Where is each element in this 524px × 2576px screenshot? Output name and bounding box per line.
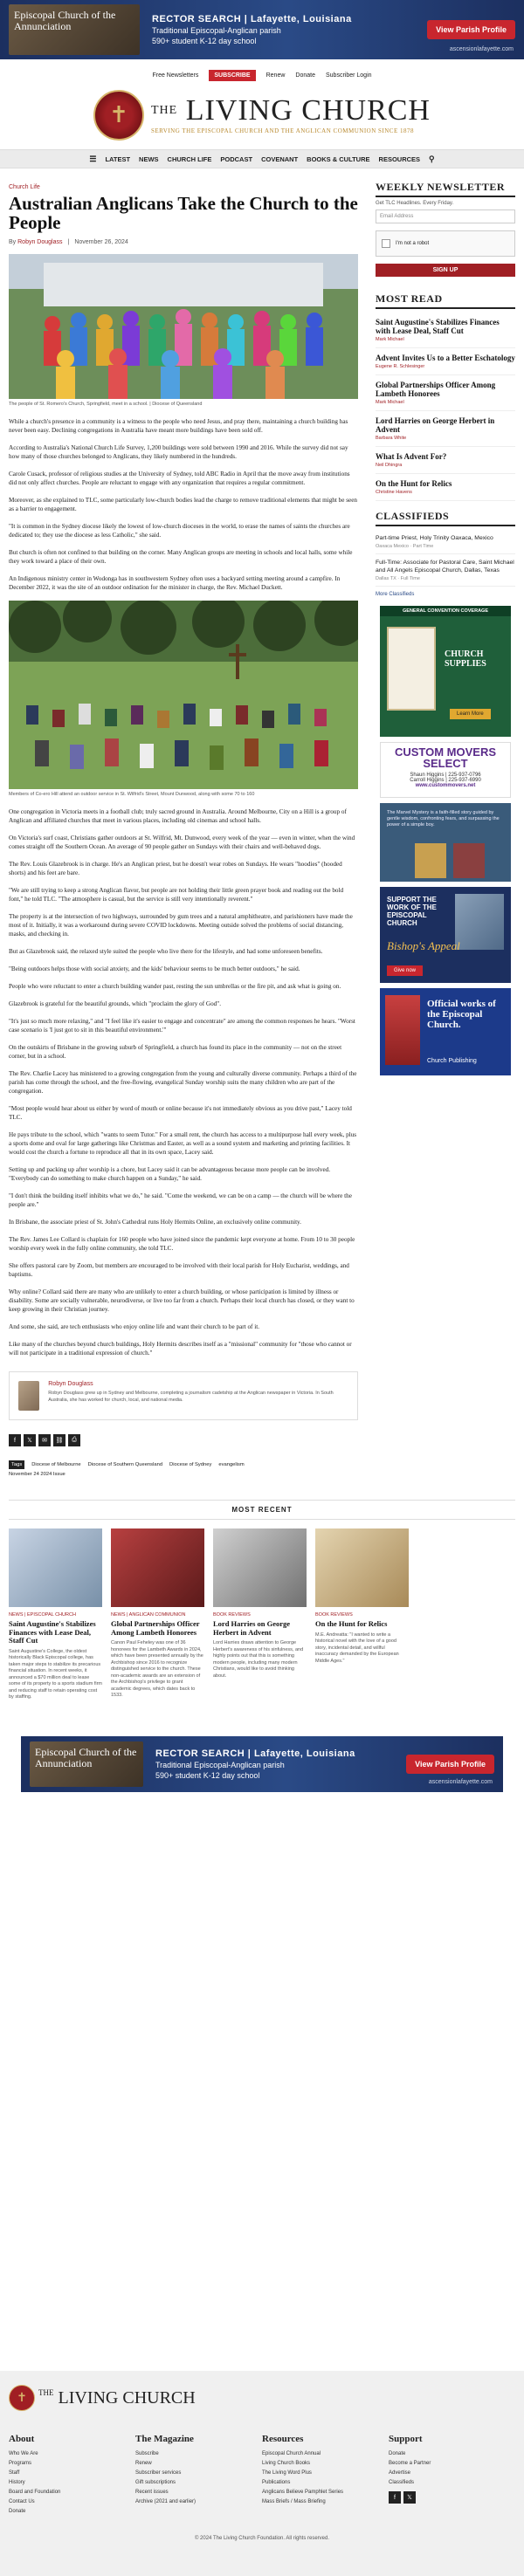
- recent-card[interactable]: [213, 1528, 307, 1701]
- footer-link[interactable]: Programs: [9, 2461, 32, 2466]
- most-read-author[interactable]: Christine Havens: [376, 490, 412, 495]
- tag-link[interactable]: evangelism: [218, 1462, 245, 1467]
- tags-label: Tags: [9, 1460, 24, 1469]
- paragraph: The property is at the intersection of two highways, surrounded by gum trees and a natural amphitheatre, and parishioners have made the most of it. Initially, it was a workaround during severe COVID lockdowns. Meeting outside solved the problems of social distancing, masks, and checking in.: [9, 913, 353, 938]
- recent-card-desc: M.E. Andreatta: "I wanted to write a historical novel with the love of a good story, incidental detail, and willful inaccuracy demanded by the European Middle Ages.": [315, 1631, 399, 1664]
- twitter-icon[interactable]: 𝕏: [403, 2491, 416, 2504]
- ad-line3: 590+ student K-12 day school: [155, 1770, 260, 1780]
- copyright: © 2024 The Living Church Foundation. All rights reserved.: [194, 2536, 330, 2541]
- recent-card-title[interactable]: Global Partnerships Officer Among Lambeth Honorees: [111, 1619, 200, 1637]
- recent-card-desc: Canon Paul Feheley was one of 36 honorees for the Lambeth Awards in 2024, which have been presented annually by the Archbishop since 2016 to recognize distinguished service to the church. These non-academic awards are an extension of the Archbishop's privilege to grant academic degrees, which dates back to 1533.: [111, 1640, 203, 1698]
- paragraph: But church is often not confined to that building on the corner. Many Anglican groups are meeting in schools and local halls, some while they work toward a place of their own.: [9, 549, 353, 565]
- most-read-item[interactable]: [376, 411, 515, 447]
- masthead[interactable]: [0, 86, 524, 149]
- donate-link[interactable]: Donate: [295, 72, 315, 79]
- footer-col-title: About: [9, 2434, 35, 2444]
- ad-church-name: Episcopal Church of the Annunciation: [35, 1745, 137, 1769]
- footer-col-title: Resources: [262, 2434, 304, 2444]
- recent-card-category[interactable]: BOOK REVIEWS: [213, 1612, 251, 1618]
- recent-card-image[interactable]: [9, 1528, 102, 1607]
- recent-card-image[interactable]: [111, 1528, 204, 1607]
- hero-photo: [9, 254, 358, 399]
- ad1-title: GENERAL CONVENTION COVERAGE: [380, 606, 511, 616]
- ad-text: [143, 1748, 406, 1780]
- hero-caption: The people of St. Romero's Church, Springfield, meet in a school. | Diocese of Queensland: [9, 402, 203, 407]
- most-read-title-link[interactable]: Advent Invites Us to a Better Eschatology: [376, 354, 515, 362]
- tag-link[interactable]: Diocese of Southern Queensland: [87, 1462, 163, 1467]
- signup-button[interactable]: SIGN UP: [376, 264, 515, 277]
- ad-line3: 590+ student K-12 day school: [152, 37, 257, 45]
- paragraph: She offers pastoral care by Zoom, but members are encouraged to be involved with their local parish for Holy Eucharist, weddings, and baptisms.: [9, 1262, 349, 1278]
- ad5-title: Official works of the Episcopal Church.: [427, 999, 496, 1030]
- classified-item[interactable]: [376, 530, 515, 554]
- share-bar: [9, 1434, 358, 1446]
- footer-link[interactable]: Subscribe: [135, 2451, 159, 2456]
- footer-link[interactable]: Donate: [389, 2451, 406, 2456]
- tag-list: [9, 1460, 358, 1469]
- author-box-bio: Robyn Douglass grew up in Sydney and Melbourne, completing a journalism cadetship at the Anglican newspaper in Victoria. In South Australia, she has worked for church, local, and national media.: [48, 1391, 334, 1403]
- nav-podcast[interactable]: PODCAST: [220, 155, 253, 163]
- ad4-give-button[interactable]: Give now: [387, 965, 423, 976]
- paragraph: An Indigenous ministry center in Wodonga has in southwestern Sydney often uses a backyard setting meeting around a campfire. In December 2022, it was the site of an outdoor ordination for the minister in charge, the Rev. Michael Duckett.: [9, 575, 341, 591]
- paragraph: One congregation in Victoria meets in a football club; truly sacred ground in Australia. Around Melbourne, City on a Hill is a group of Anglican and affiliated churches that meet in various places, including old cinemas and school halls.: [9, 808, 347, 824]
- newsletter-title: WEEKLY NEWSLETTER: [376, 181, 515, 197]
- recent-card-desc: Lord Harries draws attention to George Herbert's awareness of his sinfulness, and highly points out that this is something modern people, including many modern Christians, would like to avoid thinking about.: [213, 1640, 304, 1679]
- footer-link[interactable]: The Living Word Plus: [262, 2470, 312, 2476]
- most-recent-section: [9, 1500, 515, 1701]
- footer-link[interactable]: Archive (2021 and earlier): [135, 2499, 196, 2504]
- twitter-icon[interactable]: 𝕏: [24, 1434, 36, 1446]
- ad2-contact2: Carroll Higgins | 225-937-6990: [410, 778, 481, 783]
- ad2-title: CUSTOM MOVERS SELECT: [394, 745, 497, 770]
- tag-link[interactable]: Diocese of Melbourne: [31, 1462, 81, 1467]
- paragraph: Why online? Collard said there are many who are unlikely to enter a church building, or whose participation is limited by illness or disability. Some are socially vulnerable, neurodiverse, or live too far from a church. Perhaps their local church has closed, or they want to keep growing in their Christian journey.: [9, 1288, 355, 1313]
- ad1-subtitle: CHURCH SUPPLIES: [445, 649, 486, 669]
- view-parish-profile-button[interactable]: View Parish Profile: [406, 1755, 494, 1774]
- recent-card-category[interactable]: NEWS | ANGLICAN COMMUNION: [111, 1612, 186, 1618]
- captcha-label: I'm not a robot: [396, 241, 430, 246]
- ad1-learn-more-button[interactable]: Learn More: [450, 709, 491, 719]
- byline: [9, 239, 358, 245]
- captcha-checkbox[interactable]: [382, 239, 390, 248]
- article-body: [9, 417, 358, 1357]
- footer-seal-icon: ✝: [9, 2385, 35, 2411]
- classifieds-title: CLASSIFIEDS: [376, 510, 515, 526]
- most-read-title-link[interactable]: What Is Advent For?: [376, 452, 447, 461]
- footer-link[interactable]: Subscriber services: [135, 2470, 182, 2476]
- ad4-title: SUPPORT THE WORK OF THE EPISCOPAL CHURCH: [387, 896, 437, 927]
- paragraph: Moreover, as she explained to TLC, some particularly low-church bodies lead the charge to remove traditional elements that might be seen as a barrier to engagement.: [9, 497, 358, 512]
- footer-col-title: Support: [389, 2434, 423, 2444]
- menu-icon[interactable]: ☰: [89, 154, 97, 163]
- paragraph: On the outskirts of Brisbane in the growing suburb of Springfield, a church has found its place in the community — not on the street corner, but in a school.: [9, 1044, 342, 1060]
- nav-church-life[interactable]: CHURCH LIFE: [167, 155, 212, 163]
- paragraph: "It is common in the Sydney diocese likely the lowest of low-church dioceses in the world, to erase the names of saints the churches are dedicated to; they use the diocese as less Catholic," she said.: [9, 523, 350, 539]
- footer-link[interactable]: Renew: [135, 2461, 152, 2466]
- article-headline: Australian Anglicans Take the Church to the People: [9, 193, 358, 233]
- footer-link[interactable]: Recent issues: [135, 2490, 169, 2495]
- footer-link[interactable]: Become a Partner: [389, 2461, 431, 2466]
- paragraph: According to Australia's National Church Life Survey, 1,200 buildings were sold between 1990 and 2016. While the survey did not say how many of those churches belonged to Anglicans, they likely numbered in the hundreds.: [9, 444, 348, 460]
- footer-link[interactable]: Publications: [262, 2480, 291, 2485]
- paragraph: In Brisbane, the associate priest of St. John's Cathedral runs Holy Hermits Online, an exclusively online community.: [9, 1219, 301, 1226]
- sidebar-ad-bishops-appeal[interactable]: [380, 887, 511, 983]
- most-read-title-link[interactable]: On the Hunt for Relics: [376, 479, 452, 488]
- most-read-title-link[interactable]: Lord Harries on George Herbert in Advent: [376, 416, 495, 434]
- ad3-book-cover: [453, 843, 485, 878]
- most-read-item[interactable]: [376, 474, 515, 501]
- paragraph: He pays tribute to the school, which "wants to seem Tutor." For a small rent, the church has access to a multipurpose hall every week, plus a sports dome and oval for large gatherings like Christmas and Easter, as well as a sound system and marketing and printing facilities. It would cost the church a fortune to reproduce all that in its own space, Lacey said.: [9, 1131, 357, 1156]
- nav-resources[interactable]: RESOURCES: [378, 155, 421, 163]
- ad-text: [140, 14, 427, 45]
- living-church-seal-icon: ✝: [93, 90, 144, 141]
- subscribe-button[interactable]: SUBSCRIBE: [209, 70, 255, 81]
- paragraph: "Being outdoors helps those with social anxiety, and the kids' behaviour seems to be much better outdoors," he said.: [9, 965, 300, 972]
- recent-card-desc: Saint Augustine's College, the oldest historically Black Episcopal college, has taken major steps to stabilize its precarious financial situation. In recent weeks, it announced a $70 million deal to lease some of its property to a sports stadium firm and reducing staff to retain operating cost by staffing.: [9, 1648, 102, 1700]
- nav-covenant[interactable]: COVENANT: [261, 155, 299, 163]
- bottom-ad-banner[interactable]: [21, 1736, 503, 1792]
- classified-meta: Oaxaca Mexico · Part Time: [376, 544, 434, 549]
- nav-books-culture[interactable]: BOOKS & CULTURE: [307, 155, 370, 163]
- article-category[interactable]: Church Life: [9, 184, 40, 190]
- author-link[interactable]: Robyn Douglass: [17, 239, 63, 245]
- classified-title[interactable]: Full-Time: Associate for Pastoral Care, Saint Michael and All Angels Episcopal Church, Dallas, Texas: [376, 560, 514, 574]
- most-read-author[interactable]: Mark Michael: [376, 337, 404, 342]
- ad2-site: www.custommovers.net: [415, 783, 476, 788]
- recent-card-category[interactable]: NEWS | EPISCOPAL CHURCH: [9, 1612, 76, 1618]
- ad-church-name: Episcopal Church of the Annunciation: [14, 9, 116, 32]
- most-read-item[interactable]: [376, 348, 515, 375]
- footer-link[interactable]: Anglicans Believe Pamphlet Series: [262, 2490, 344, 2495]
- most-read-item[interactable]: [376, 375, 515, 411]
- paragraph: The Rev. James Lee Collard is chaplain for 160 people who have joined since the pandemic kept everyone at home. From 10 to 30 people worship every week in the fully online community, she told TLC.: [9, 1236, 355, 1252]
- ad4-subtitle: Bishop's Appeal: [387, 939, 460, 952]
- most-read-author[interactable]: Eugene R. Schlesinger: [376, 364, 425, 369]
- view-parish-profile-button[interactable]: View Parish Profile: [427, 20, 515, 39]
- ad-site: ascensionlafayette.com: [449, 46, 514, 52]
- ad-line2: Traditional Episcopal-Anglican parish: [155, 1760, 285, 1769]
- recent-card-category[interactable]: BOOK REVIEWS: [315, 1612, 353, 1618]
- paragraph: Carole Cusack, professor of religious studies at the University of Sydney, told ABC Radio in April that the move away from institutions did not only affect churches. People are reluctant to engage with any organization that requires a regular commitment.: [9, 471, 350, 486]
- paragraph: But as Glazebrook said, the relaxed style suited the people who live there for the lifestyle, and had some unforeseen benefits.: [9, 948, 323, 955]
- sidebar-ad-church-supplies[interactable]: [380, 606, 511, 737]
- ad-church-logo: [9, 4, 140, 55]
- article: [9, 181, 358, 1477]
- footer-link[interactable]: Episcopal Church Annual: [262, 2451, 321, 2456]
- paragraph: And some, she said, are tech enthusiasts who enjoy online life and want their church to be part of it.: [9, 1323, 260, 1330]
- ad-headline: RECTOR SEARCH | Lafayette, Louisiana: [155, 1748, 355, 1759]
- most-read-title-link[interactable]: Global Partnerships Officer Among Lambeth Honorees: [376, 381, 496, 398]
- ad4-photo: [455, 894, 504, 950]
- paragraph: The Rev. Charlie Lacey has ministered to a growing congregation from the young and culturally diverse community. Perhaps a third of the parish has come through the school, and the free-flowing, evangelical Sunday worship suits the many children who are part of the congregation.: [9, 1070, 357, 1095]
- subscriber-login-link[interactable]: Subscriber Login: [325, 72, 372, 79]
- main-nav: [0, 149, 524, 168]
- paragraph: Like many of the churches beyond church buildings, Holy Hermits describes itself as a "missional" community for "those who cannot or will not participate in a traditional expression of church.": [9, 1341, 352, 1357]
- footer-link[interactable]: Contact Us: [9, 2499, 35, 2504]
- footer-link[interactable]: Who We Are: [9, 2451, 38, 2456]
- most-read-author[interactable]: Barbara White: [376, 436, 407, 441]
- paragraph: Glazebrook is grateful for the beautiful grounds, which "proclaim the glory of God".: [9, 1000, 221, 1007]
- footer-title: $^{THE}$ LIVING CHURCH: [38, 2387, 196, 2408]
- email-icon[interactable]: ✉: [38, 1434, 51, 1446]
- author-box: [9, 1371, 358, 1420]
- most-read-title-link[interactable]: Saint Augustine's Stabilizes Finances with Lease Deal, Staff Cut: [376, 318, 500, 335]
- ad5-brand: Church Publishing: [427, 1058, 477, 1064]
- footer-link[interactable]: Classifieds: [389, 2480, 415, 2485]
- site-title: $^{THE}$ LIVING CHURCH: [151, 94, 431, 127]
- footer-col-about: [9, 2434, 135, 2517]
- classified-title[interactable]: Part-time Priest, Holy Trinity Oaxaca, Mexico: [376, 535, 493, 541]
- paragraph: "It's just so much more relaxing," and "I feel like it's easier to engage and concentrate" are among the common responses he hears. "Worst case scenario is 'I just got to sit in this beautiful environment.'": [9, 1018, 355, 1034]
- ad1-book-image: [387, 627, 436, 711]
- ad5-book-stack: [385, 995, 420, 1065]
- recent-card-image[interactable]: [213, 1528, 307, 1607]
- recent-card-title[interactable]: Lord Harries on George Herbert in Advent: [213, 1619, 291, 1637]
- classified-item[interactable]: [376, 554, 515, 587]
- renew-link[interactable]: Renew: [265, 72, 286, 79]
- paragraph: "We are still trying to keep a strong Anglican flavor, but people are not holding their little green prayer book and reading out the bold font," he told TLC. "The atmosphere is casual, but the service is still very intentionally reverent.": [9, 887, 344, 903]
- paragraph: "Most people would hear about us either by word of mouth or online because it's not immediately obvious as you drive past," Lacey told TLC.: [9, 1105, 352, 1121]
- recent-card-image[interactable]: [315, 1528, 409, 1607]
- tag-link[interactable]: Diocese of Sydney: [169, 1462, 212, 1467]
- sidebar-ad-book[interactable]: [380, 803, 511, 882]
- paragraph: On Victoria's surf coast, Christians gather outdoors at St. Wilfrid, Mt. Dunwood, every week of the year — even in winter, when the wind comes straight off the Southern Ocean. An average of 90 people gather on Sundays with their chairs and well-behaved dogs.: [9, 835, 355, 850]
- recent-card[interactable]: [315, 1528, 409, 1701]
- footer-link[interactable]: Staff: [9, 2470, 20, 2476]
- facebook-icon[interactable]: f: [389, 2491, 401, 2504]
- footer-link[interactable]: Board and Foundation: [9, 2490, 61, 2495]
- article-date: November 26, 2024: [74, 239, 128, 245]
- ad2-contact: Shaun Higgins | 225-937-0796: [410, 773, 481, 778]
- most-read-item[interactable]: [376, 447, 515, 474]
- footer-col-magazine: [135, 2434, 262, 2517]
- recent-card[interactable]: [9, 1528, 102, 1701]
- facebook-icon[interactable]: f: [9, 1434, 21, 1446]
- link-icon[interactable]: ⛓: [53, 1434, 66, 1446]
- print-icon[interactable]: ⎙: [68, 1434, 80, 1446]
- sidebar: [376, 181, 515, 1477]
- recent-card[interactable]: [111, 1528, 204, 1701]
- classified-meta: Dallas TX · Full Time: [376, 576, 420, 581]
- most-read-author[interactable]: Mark Michael: [376, 400, 404, 405]
- recent-card-title[interactable]: Saint Augustine's Stabilizes Finances with Lease Deal, Staff Cut: [9, 1619, 96, 1645]
- paragraph: People who were reluctant to enter a church building wander past, resting the sun umbrellas or the fire pit, and ask what is going on.: [9, 983, 341, 990]
- outdoor-photo-caption: Members of Co-ero Hill attend an outdoor service in St. Wilfrid's Street, Mount Dunwood, along with some 70 to 160: [9, 792, 255, 797]
- ad3-text: The Marvel Mystery is a faith-filled story guided by gentle wisdom, confronting fears, and surpassing the power of a simple boy.: [387, 810, 500, 828]
- ad-church-logo: [30, 1741, 143, 1787]
- issue-link[interactable]: November 24 2024 Issue: [9, 1472, 66, 1477]
- footer-logo[interactable]: [9, 2385, 515, 2411]
- email-field[interactable]: Email Address: [376, 210, 515, 223]
- recaptcha[interactable]: [376, 230, 515, 257]
- byline-by: By Robyn Douglass: [9, 239, 63, 245]
- paragraph: "I don't think the building itself inhibits what we do," he said. "Come the weekend, we can be on a camp — the church will be where the people are.": [9, 1192, 352, 1208]
- nav-latest[interactable]: LATEST: [105, 155, 131, 163]
- site-tagline: SERVING THE EPISCOPAL CHURCH AND THE ANGLICAN COMMUNION SINCE 1878: [151, 127, 414, 134]
- nav-news[interactable]: NEWS: [139, 155, 159, 163]
- search-icon[interactable]: ⚲: [429, 154, 435, 163]
- paragraph: While a church's presence in a community is a witness to the people who need Jesus, and pray there, maintaining a church building has never been easy. Declining congregations in Australia have meant more buildings have been sold off.: [9, 418, 348, 434]
- outdoor-service-photo: [9, 601, 358, 789]
- free-newsletters-link[interactable]: Free Newsletters: [152, 72, 199, 79]
- paragraph: The Rev. Louis Glazebrook is in charge. He's an Anglican priest, but he doesn't wear robes on Sundays. He wears "hoodies" (hooded shorts) and his feet are bare.: [9, 861, 342, 876]
- footer-link[interactable]: Donate: [9, 2509, 26, 2514]
- ad3-book-cover: [415, 843, 446, 878]
- more-classifieds-link[interactable]: More Classifieds: [376, 592, 415, 597]
- footer-col-title: The Magazine: [135, 2434, 194, 2444]
- most-recent-title: MOST RECENT: [9, 1500, 515, 1520]
- paragraph: Setting up and packing up after worship is a chore, but Lacey said it can be advantageous because more people can be involved. "Everybody can do something to make church happen on a Sunday," he said.: [9, 1166, 331, 1182]
- top-links: [0, 59, 524, 86]
- newsletter-subtitle: Get TLC Headlines. Every Friday.: [376, 201, 454, 206]
- footer-link[interactable]: Advertise: [389, 2470, 411, 2476]
- byline-separator: |: [67, 239, 70, 245]
- footer: [0, 2371, 524, 2576]
- ad-headline: RECTOR SEARCH | Lafayette, Louisiana: [152, 14, 352, 24]
- sidebar-ad-custom-movers[interactable]: [380, 742, 511, 798]
- top-ad-banner[interactable]: [0, 0, 524, 59]
- footer-link[interactable]: Living Church Books: [262, 2461, 311, 2466]
- author-avatar: [18, 1381, 39, 1411]
- footer-col-resources: [262, 2434, 389, 2517]
- ad-site: ascensionlafayette.com: [428, 1778, 493, 1785]
- recent-card-title[interactable]: On the Hunt for Relics: [315, 1619, 388, 1628]
- ad-line2: Traditional Episcopal-Anglican parish: [152, 26, 281, 35]
- footer-social: [389, 2491, 515, 2504]
- author-box-name[interactable]: Robyn Douglass: [48, 1381, 93, 1387]
- most-read-author[interactable]: Neil Dhingra: [376, 463, 403, 468]
- most-read-item[interactable]: [376, 313, 515, 348]
- footer-link[interactable]: Mass Briefs / Mass Briefing: [262, 2499, 326, 2504]
- footer-col-support: [389, 2434, 515, 2517]
- most-read-title: MOST READ: [376, 292, 515, 309]
- footer-link[interactable]: Gift subscriptions: [135, 2480, 176, 2485]
- footer-link[interactable]: History: [9, 2480, 25, 2485]
- sidebar-ad-church-publishing[interactable]: [380, 988, 511, 1075]
